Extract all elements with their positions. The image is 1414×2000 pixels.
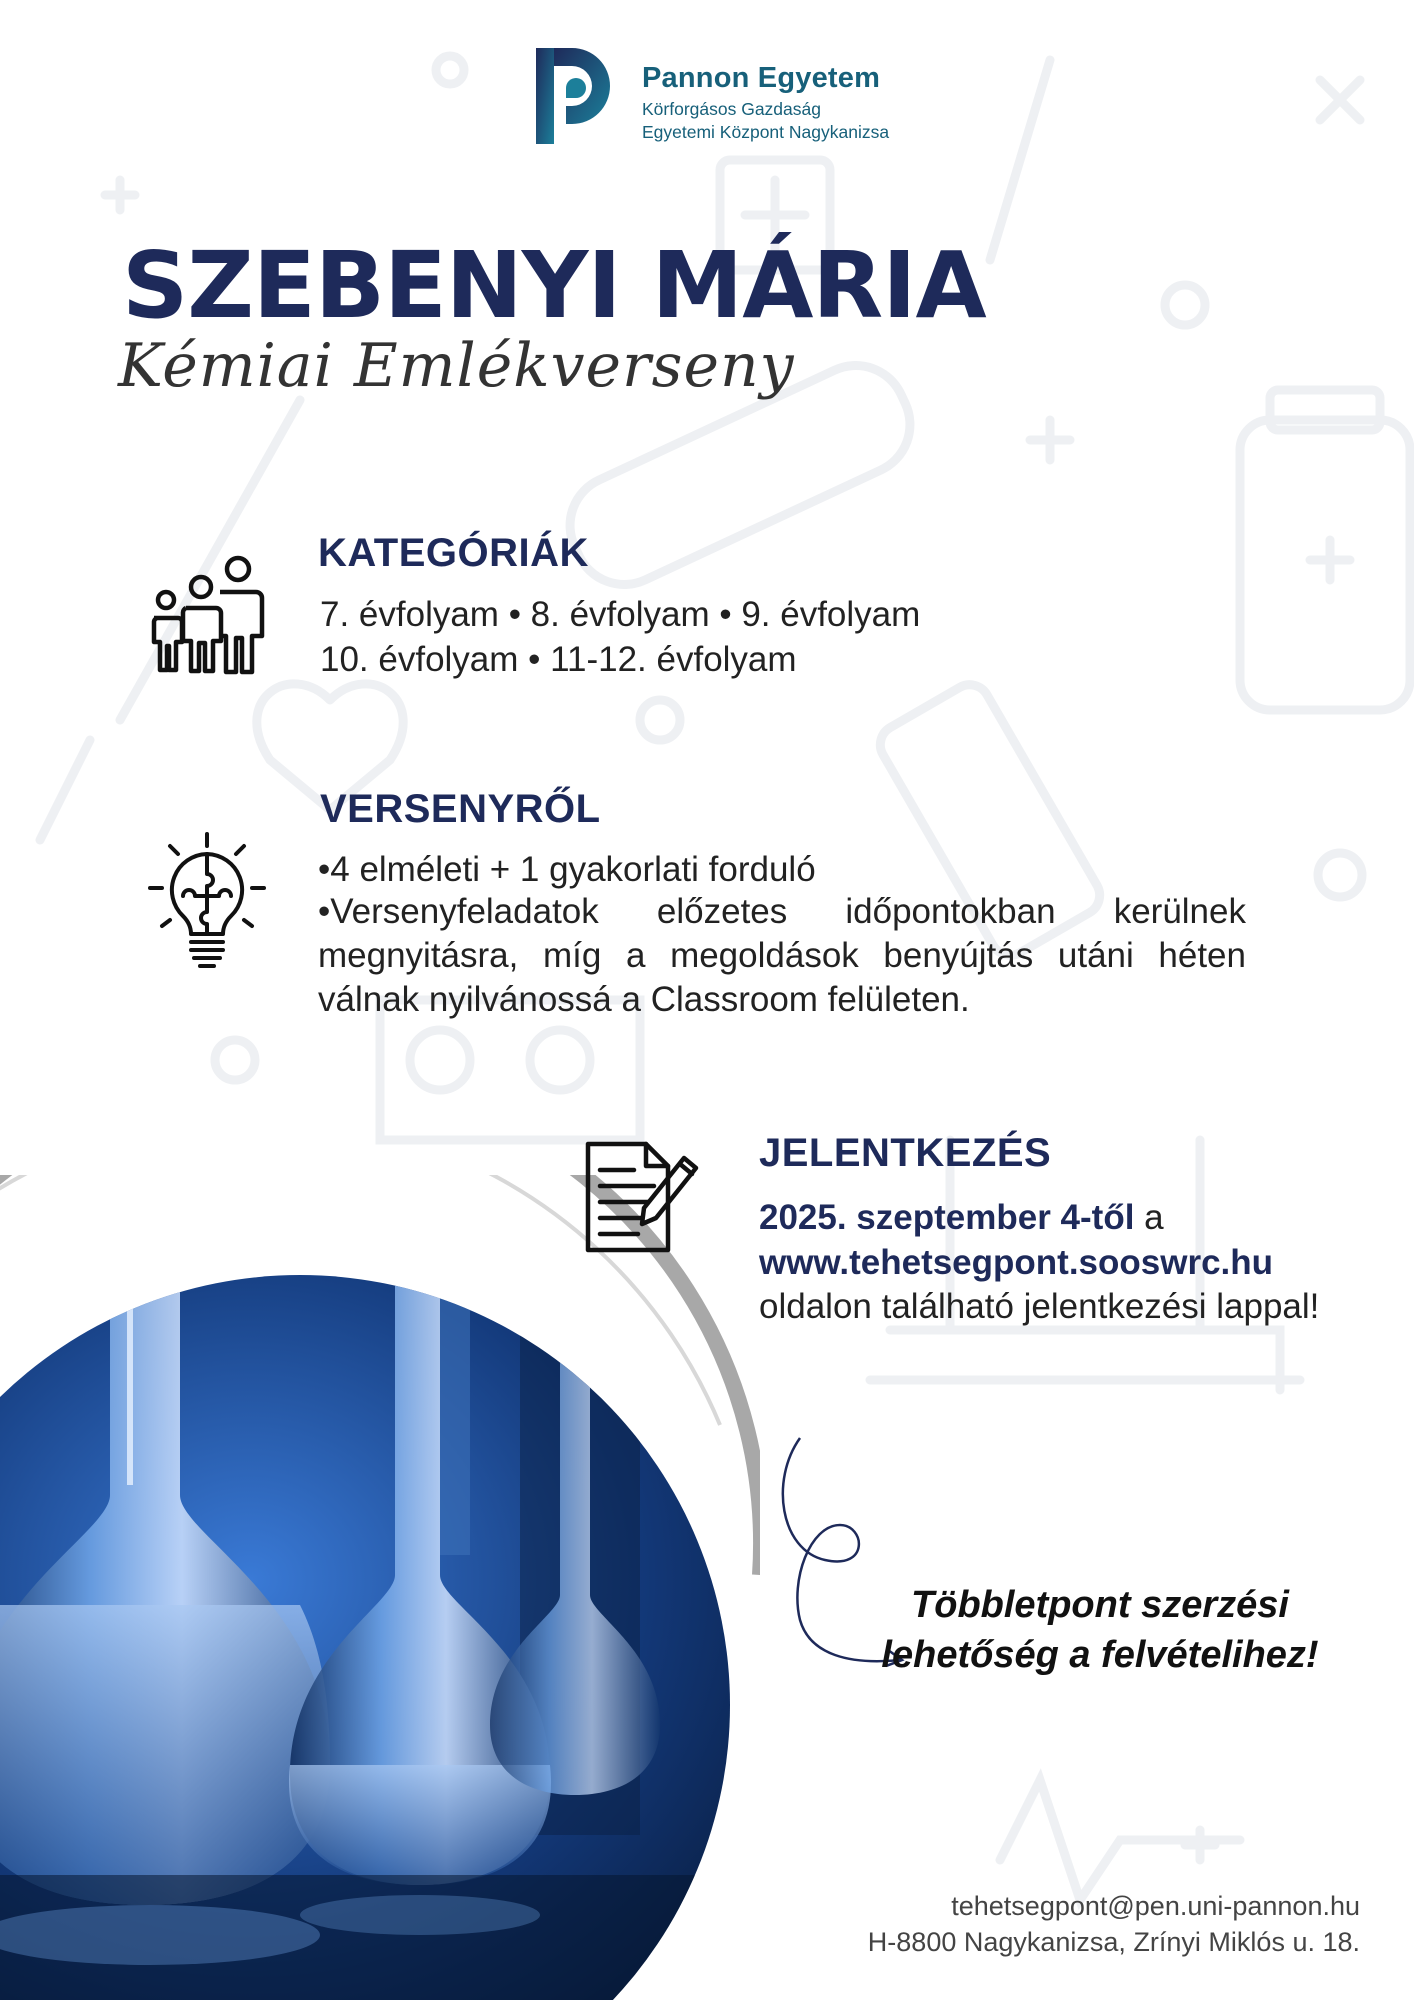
document-pen-icon — [584, 1140, 700, 1254]
logo-name: Pannon Egyetem — [642, 62, 881, 94]
lightbulb-puzzle-icon — [148, 832, 266, 974]
registration-rest: oldalon található jelentkezési lappal! — [759, 1287, 1320, 1326]
about-heading: VERSENYRŐL — [320, 787, 601, 831]
registration-date: 2025. szeptember 4-től — [759, 1198, 1135, 1237]
contact-address: H-8800 Nagykanizsa, Zrínyi Miklós u. 18. — [867, 1927, 1360, 1957]
categories-heading: KATEGÓRIÁK — [318, 531, 589, 575]
registration-text — [759, 1196, 1334, 1330]
registration-url: www.tehetsegpont.sooswrc.hu — [759, 1242, 1274, 1282]
categories-line-2: 10. évfolyam • 11-12. évfolyam — [320, 640, 797, 679]
contact-email: tehetsegpont@pen.uni-pannon.hu — [951, 1891, 1360, 1921]
registration-date-suffix: a — [1134, 1198, 1164, 1237]
logo-subtitle-1: Körforgásos Gazdaság — [642, 99, 821, 119]
lab-flasks-image — [0, 1175, 760, 2000]
pannon-logo-icon — [532, 44, 622, 149]
about-paragraph: •Versenyfeladatok előzetes időpontokban kerülnek megnyitásra, míg a megoldások benyújtás utáni héten válnak nyilvánossá a Classroom felületen. — [318, 892, 1246, 1019]
script-subtitle: Kémiai Emlékverseny — [118, 331, 795, 401]
about-line-1: •4 elméleti + 1 gyakorlati forduló — [318, 850, 816, 889]
logo-subtitle-2: Egyetemi Központ Nagykanizsa — [642, 122, 890, 142]
main-title: SZEBENYI MÁRIA — [122, 232, 986, 339]
bonus-note: Többletpont szerzési lehetőség a felvételihez! — [881, 1584, 1319, 1676]
registration-heading: JELENTKEZÉS — [759, 1131, 1052, 1175]
university-logo — [532, 44, 962, 154]
categories-line-1: 7. évfolyam • 8. évfolyam • 9. évfolyam — [320, 595, 921, 634]
family-icon — [148, 552, 266, 676]
